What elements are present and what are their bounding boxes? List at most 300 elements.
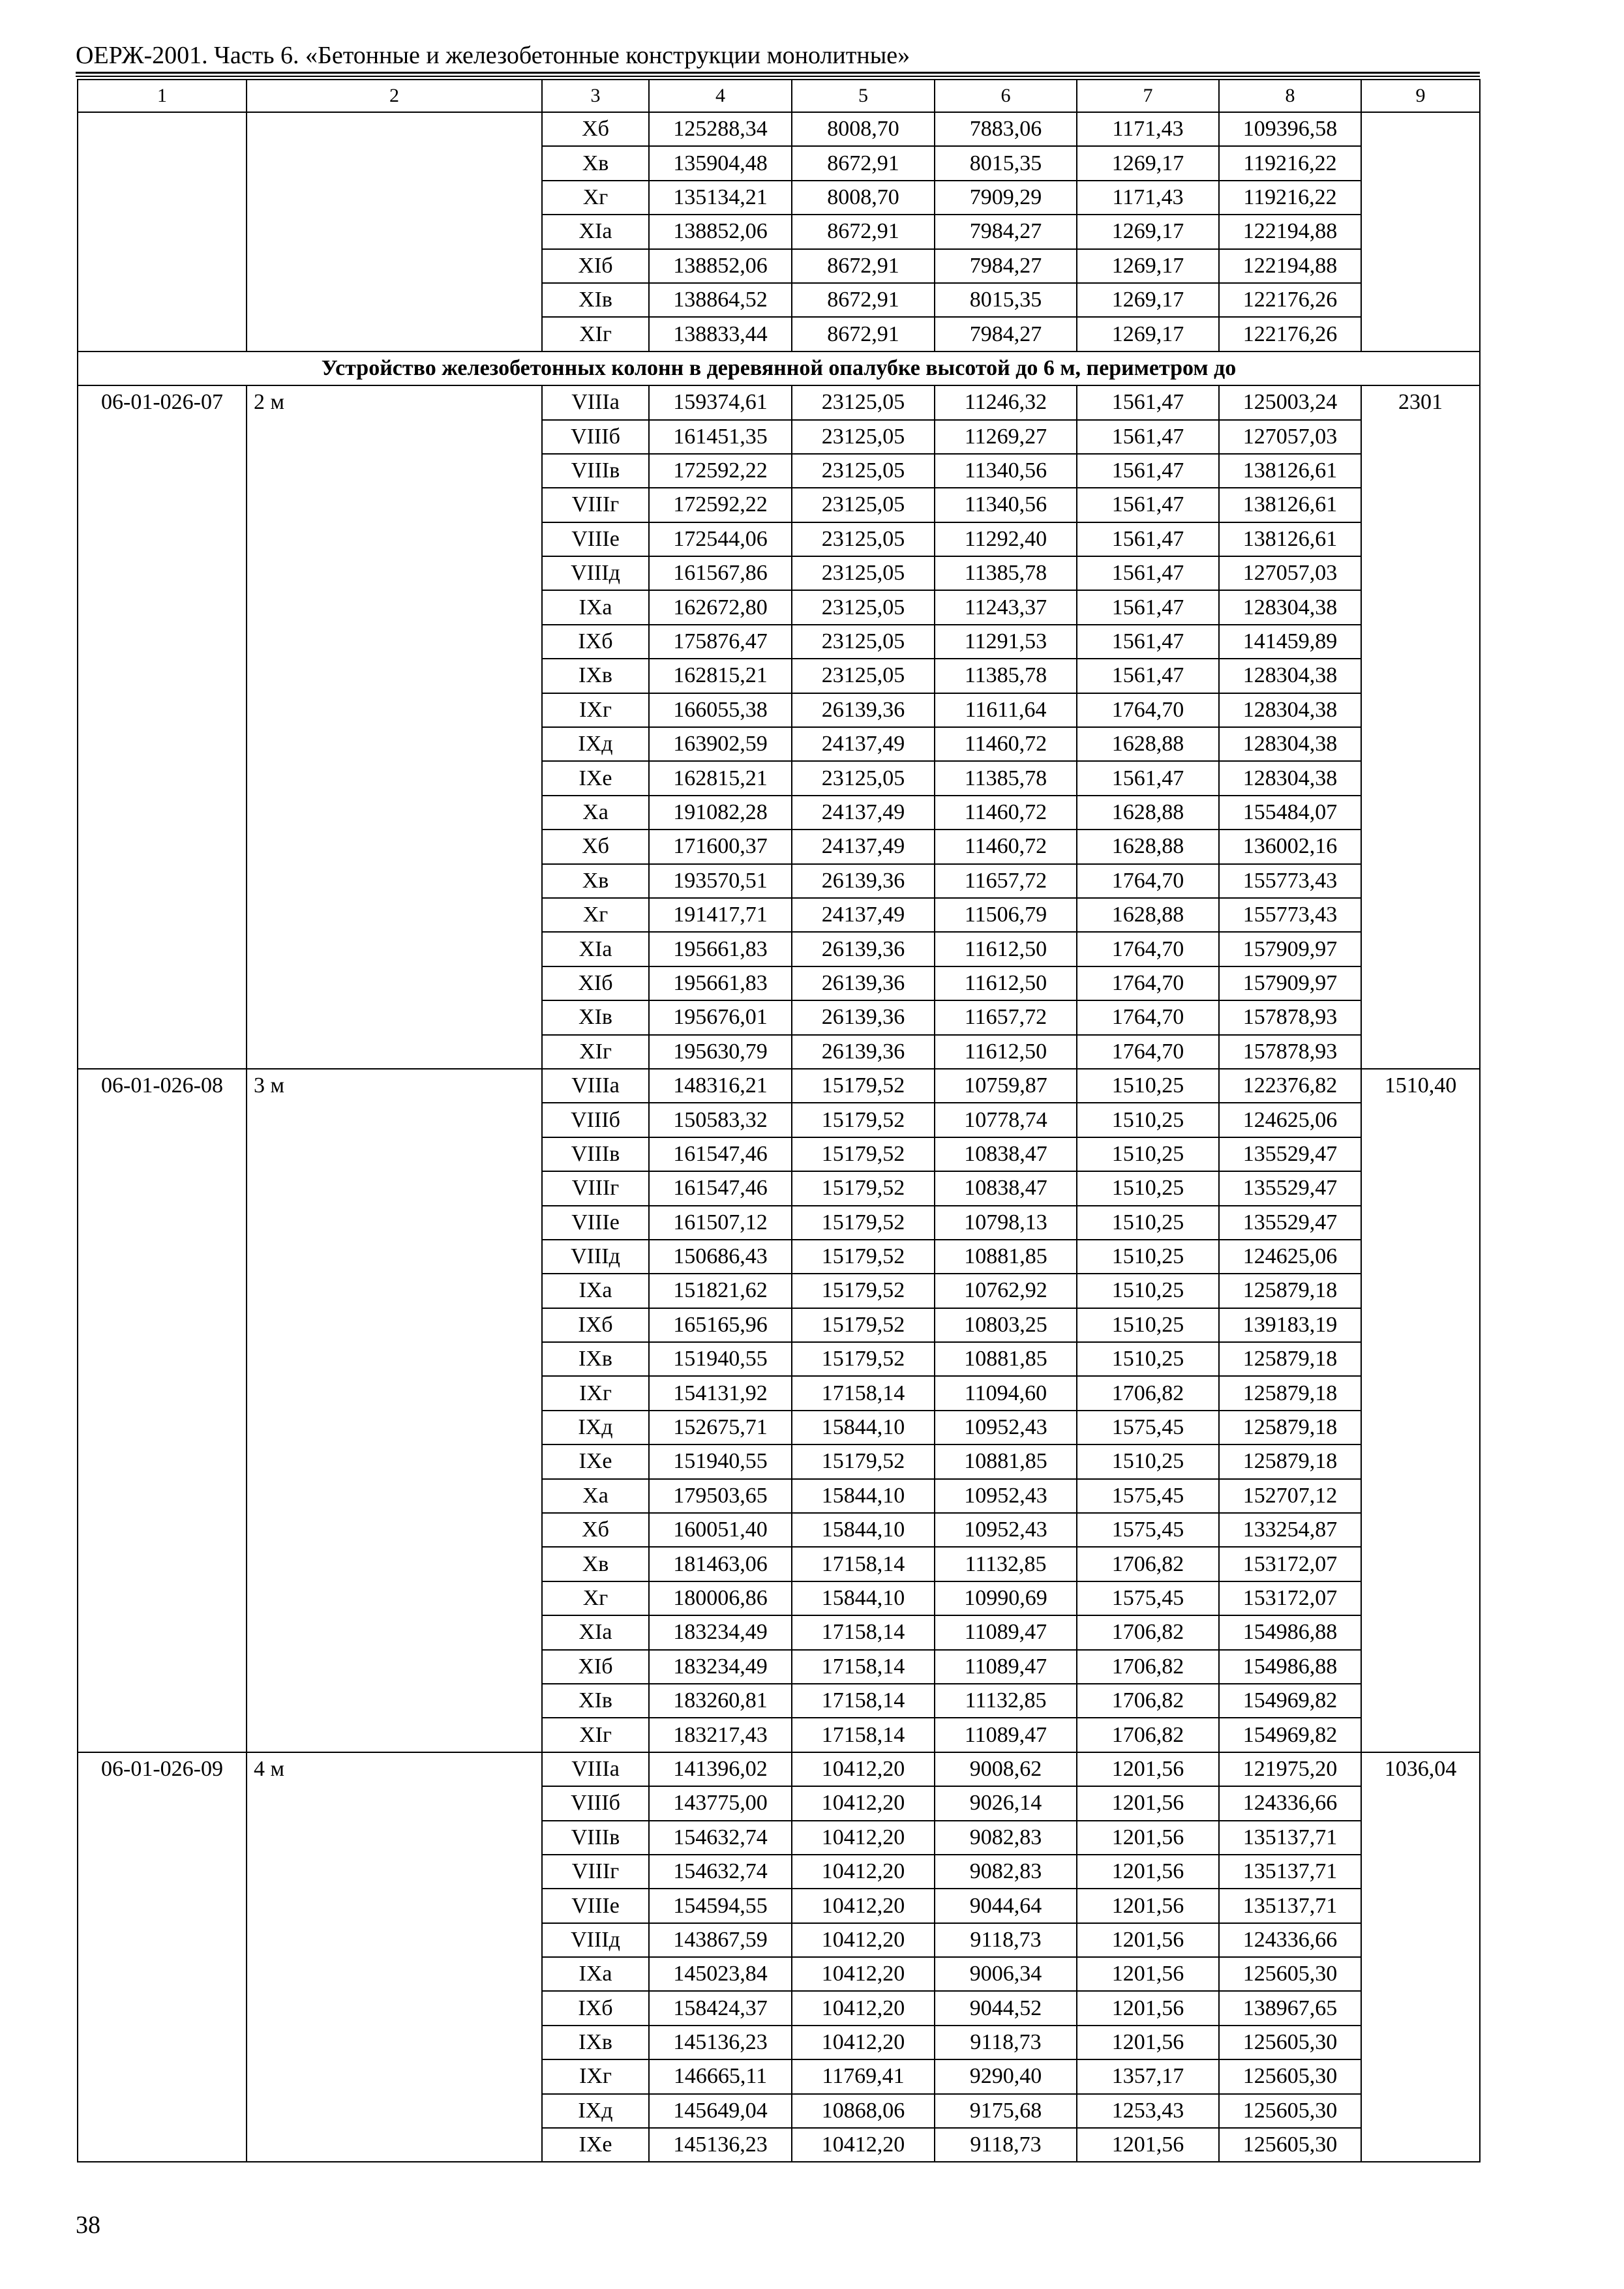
value-cell: 23125,05 [792,454,935,488]
value-cell: 9044,52 [935,1991,1077,2025]
value-cell: 11385,78 [935,659,1077,693]
value-cell: 1575,45 [1077,1479,1219,1513]
value-cell: 10778,74 [935,1103,1077,1137]
zone-cell: VIIIа [542,385,649,419]
value-cell: 11094,60 [935,1376,1077,1410]
item-code [78,112,247,352]
value-cell: 9082,83 [935,1821,1077,1855]
value-cell: 155484,07 [1219,796,1361,830]
value-cell: 10868,06 [792,2094,935,2128]
value-cell: 1510,25 [1077,1240,1219,1274]
value-cell: 11340,56 [935,488,1077,522]
value-cell: 135904,48 [649,146,792,180]
table-row [78,1069,1480,1103]
value-cell: 8015,35 [935,283,1077,317]
value-cell: 128304,38 [1219,693,1361,727]
value-cell: 7909,29 [935,181,1077,215]
value-cell: 26139,36 [792,966,935,1000]
zone-cell: VIIIе [542,1889,649,1922]
value-cell: 135529,47 [1219,1137,1361,1171]
value-cell: 1201,56 [1077,1821,1219,1855]
value-cell: 24137,49 [792,796,935,830]
value-cell: 1201,56 [1077,1923,1219,1957]
value-cell: 11460,72 [935,830,1077,863]
zone-cell: Xг [542,1581,649,1615]
column-number: 4 [649,80,792,112]
item-code: 06-01-026-09 [78,1752,247,2162]
value-cell: 159374,61 [649,385,792,419]
value-cell: 17158,14 [792,1684,935,1718]
value-cell: 160051,40 [649,1513,792,1547]
zone-cell: VIIIд [542,556,649,590]
value-cell: 1561,47 [1077,522,1219,556]
zone-cell: VIIIб [542,420,649,454]
value-cell: 9175,68 [935,2094,1077,2128]
value-cell: 145649,04 [649,2094,792,2128]
value-cell: 23125,05 [792,556,935,590]
value-cell: 8008,70 [792,112,935,146]
value-cell: 161567,86 [649,556,792,590]
value-cell: 125605,30 [1219,2059,1361,2093]
value-cell: 161507,12 [649,1206,792,1240]
value-cell: 26139,36 [792,1035,935,1069]
value-cell: 1510,25 [1077,1069,1219,1103]
zone-cell: IXе [542,1444,649,1478]
value-cell: 155773,43 [1219,864,1361,898]
value-cell: 128304,38 [1219,590,1361,624]
zone-cell: XIв [542,1684,649,1718]
zone-cell: Xа [542,796,649,830]
value-cell: 11460,72 [935,796,1077,830]
value-cell: 180006,86 [649,1581,792,1615]
value-cell: 23125,05 [792,761,935,795]
value-cell: 1706,82 [1077,1547,1219,1581]
value-cell: 10838,47 [935,1171,1077,1205]
value-cell: 150686,43 [649,1240,792,1274]
value-cell: 154632,74 [649,1821,792,1855]
zone-cell: IXг [542,693,649,727]
value-cell: 162672,80 [649,590,792,624]
value-cell: 172592,22 [649,488,792,522]
value-cell: 151940,55 [649,1444,792,1478]
value-cell: 162815,21 [649,659,792,693]
value-cell: 1510,25 [1077,1444,1219,1478]
value-cell: 155773,43 [1219,898,1361,932]
value-cell: 128304,38 [1219,659,1361,693]
value-cell: 1201,56 [1077,1889,1219,1922]
value-cell: 136002,16 [1219,830,1361,863]
zone-cell: VIIIг [542,1171,649,1205]
value-cell: 181463,06 [649,1547,792,1581]
value-cell: 15179,52 [792,1206,935,1240]
zone-cell: VIIIд [542,1923,649,1957]
section-row [78,352,1480,385]
zone-cell: VIIIг [542,488,649,522]
zone-cell: XIа [542,1615,649,1649]
zone-cell: XIг [542,317,649,351]
value-cell: 1357,17 [1077,2059,1219,2093]
zone-cell: Xв [542,864,649,898]
value-cell: 11657,72 [935,864,1077,898]
zone-cell: IXд [542,2094,649,2128]
value-cell: 1561,47 [1077,420,1219,454]
value-cell: 145023,84 [649,1957,792,1991]
value-cell: 154594,55 [649,1889,792,1922]
value-cell: 1253,43 [1077,2094,1219,2128]
value-cell: 23125,05 [792,488,935,522]
value-cell: 145136,23 [649,2026,792,2059]
value-cell: 10412,20 [792,1991,935,2025]
value-cell: 15179,52 [792,1103,935,1137]
zone-cell: IXв [542,1342,649,1376]
value-cell: 161451,35 [649,420,792,454]
value-cell: 11657,72 [935,1000,1077,1034]
value-cell: 11269,27 [935,420,1077,454]
zone-cell: VIIIд [542,1240,649,1274]
value-cell: 122194,88 [1219,249,1361,283]
value-cell: 15179,52 [792,1240,935,1274]
zone-cell: Xб [542,830,649,863]
value-cell: 124336,66 [1219,1923,1361,1957]
value-cell: 11291,53 [935,625,1077,659]
value-cell: 15179,52 [792,1171,935,1205]
value-cell: 7883,06 [935,112,1077,146]
value-cell: 135137,71 [1219,1855,1361,1889]
column-number: 2 [247,80,542,112]
value-cell: 179503,65 [649,1479,792,1513]
value-cell: 1561,47 [1077,659,1219,693]
value-cell: 11769,41 [792,2059,935,2093]
zone-cell: XIб [542,249,649,283]
zone-cell: XIа [542,932,649,966]
column-number: 5 [792,80,935,112]
value-cell: 15179,52 [792,1342,935,1376]
value-cell: 125879,18 [1219,1342,1361,1376]
value-cell: 125605,30 [1219,2094,1361,2128]
value-cell: 8672,91 [792,146,935,180]
value-cell: 172544,06 [649,522,792,556]
value-cell: 10762,92 [935,1274,1077,1308]
value-cell: 11460,72 [935,727,1077,761]
value-cell: 125605,30 [1219,2026,1361,2059]
value-cell: 1269,17 [1077,317,1219,351]
value-cell: 122176,26 [1219,317,1361,351]
value-cell: 138852,06 [649,249,792,283]
value-cell: 122376,82 [1219,1069,1361,1103]
value-cell: 23125,05 [792,420,935,454]
value-cell: 10412,20 [792,1752,935,1786]
zone-cell: XIг [542,1718,649,1752]
value-cell: 157909,97 [1219,966,1361,1000]
value-cell: 15844,10 [792,1411,935,1444]
value-cell: 11340,56 [935,454,1077,488]
value-cell: 23125,05 [792,385,935,419]
zone-cell: VIIIа [542,1069,649,1103]
value-cell: 11611,64 [935,693,1077,727]
item-name: 2 м [247,385,542,1069]
zone-cell: VIIIа [542,1752,649,1786]
value-cell: 151940,55 [649,1342,792,1376]
value-cell: 195676,01 [649,1000,792,1034]
value-cell: 127057,03 [1219,556,1361,590]
value-cell: 8672,91 [792,283,935,317]
value-cell: 124625,06 [1219,1240,1361,1274]
zone-cell: Xв [542,1547,649,1581]
value-cell: 17158,14 [792,1547,935,1581]
value-cell: 152707,12 [1219,1479,1361,1513]
value-cell: 125879,18 [1219,1444,1361,1478]
value-cell: 109396,58 [1219,112,1361,146]
value-cell: 1561,47 [1077,385,1219,419]
zone-cell: Xг [542,181,649,215]
item-col9: 1036,04 [1361,1752,1480,2162]
zone-cell: XIв [542,283,649,317]
value-cell: 125605,30 [1219,1957,1361,1991]
value-cell: 11292,40 [935,522,1077,556]
value-cell: 15179,52 [792,1137,935,1171]
value-cell: 165165,96 [649,1308,792,1342]
value-cell: 23125,05 [792,659,935,693]
value-cell: 128304,38 [1219,727,1361,761]
value-cell: 9044,64 [935,1889,1077,1922]
value-cell: 17158,14 [792,1650,935,1684]
value-cell: 23125,05 [792,590,935,624]
value-cell: 15179,52 [792,1274,935,1308]
value-cell: 125003,24 [1219,385,1361,419]
value-cell: 146665,11 [649,2059,792,2093]
value-cell: 135137,71 [1219,1821,1361,1855]
value-cell: 153172,07 [1219,1581,1361,1615]
value-cell: 26139,36 [792,693,935,727]
value-cell: 24137,49 [792,727,935,761]
price-table [77,79,1481,2162]
value-cell: 119216,22 [1219,146,1361,180]
zone-cell: Xа [542,1479,649,1513]
value-cell: 1171,43 [1077,112,1219,146]
zone-cell: VIIIб [542,1786,649,1820]
value-cell: 195630,79 [649,1035,792,1069]
value-cell: 10412,20 [792,2026,935,2059]
zone-cell: VIIIв [542,1137,649,1171]
value-cell: 154969,82 [1219,1684,1361,1718]
value-cell: 15844,10 [792,1581,935,1615]
value-cell: 11132,85 [935,1684,1077,1718]
zone-cell: VIIIв [542,454,649,488]
zone-cell: Xб [542,112,649,146]
value-cell: 1561,47 [1077,590,1219,624]
value-cell: 1706,82 [1077,1684,1219,1718]
value-cell: 7984,27 [935,215,1077,248]
zone-cell: Xг [542,898,649,932]
zone-cell: XIв [542,1000,649,1034]
value-cell: 125288,34 [649,112,792,146]
value-cell: 183217,43 [649,1718,792,1752]
zone-cell: IXд [542,727,649,761]
column-number: 8 [1219,80,1361,112]
value-cell: 7984,27 [935,317,1077,351]
value-cell: 10759,87 [935,1069,1077,1103]
value-cell: 9290,40 [935,2059,1077,2093]
value-cell: 10798,13 [935,1206,1077,1240]
value-cell: 1201,56 [1077,2128,1219,2162]
value-cell: 1201,56 [1077,1752,1219,1786]
value-cell: 133254,87 [1219,1513,1361,1547]
value-cell: 1561,47 [1077,488,1219,522]
item-name [247,112,542,352]
item-code: 06-01-026-08 [78,1069,247,1752]
value-cell: 139183,19 [1219,1308,1361,1342]
value-cell: 162815,21 [649,761,792,795]
value-cell: 154986,88 [1219,1650,1361,1684]
value-cell: 163902,59 [649,727,792,761]
zone-cell: IXб [542,1308,649,1342]
value-cell: 1201,56 [1077,1786,1219,1820]
value-cell: 10952,43 [935,1479,1077,1513]
value-cell: 138126,61 [1219,522,1361,556]
value-cell: 183234,49 [649,1650,792,1684]
value-cell: 191417,71 [649,898,792,932]
value-cell: 15179,52 [792,1308,935,1342]
value-cell: 125879,18 [1219,1274,1361,1308]
value-cell: 125879,18 [1219,1411,1361,1444]
value-cell: 1628,88 [1077,830,1219,863]
table-body [78,80,1480,2162]
value-cell: 1510,25 [1077,1103,1219,1137]
value-cell: 1561,47 [1077,454,1219,488]
value-cell: 1510,25 [1077,1342,1219,1376]
value-cell: 157878,93 [1219,1000,1361,1034]
zone-cell: Xв [542,146,649,180]
item-name: 4 м [247,1752,542,2162]
value-cell: 17158,14 [792,1615,935,1649]
value-cell: 11089,47 [935,1650,1077,1684]
zone-cell: IXв [542,2026,649,2059]
value-cell: 1706,82 [1077,1376,1219,1410]
value-cell: 157878,93 [1219,1035,1361,1069]
item-name: 3 м [247,1069,542,1752]
value-cell: 151821,62 [649,1274,792,1308]
value-cell: 10803,25 [935,1308,1077,1342]
value-cell: 1764,70 [1077,966,1219,1000]
value-cell: 141396,02 [649,1752,792,1786]
value-cell: 26139,36 [792,864,935,898]
value-cell: 154986,88 [1219,1615,1361,1649]
column-number: 6 [935,80,1077,112]
value-cell: 127057,03 [1219,420,1361,454]
zone-cell: Xб [542,1513,649,1547]
value-cell: 1628,88 [1077,796,1219,830]
value-cell: 23125,05 [792,522,935,556]
value-cell: 1706,82 [1077,1650,1219,1684]
value-cell: 157909,97 [1219,932,1361,966]
value-cell: 10412,20 [792,1957,935,1991]
zone-cell: IXе [542,2128,649,2162]
value-cell: 138126,61 [1219,454,1361,488]
value-cell: 11385,78 [935,761,1077,795]
zone-cell: IXб [542,625,649,659]
value-cell: 1201,56 [1077,2026,1219,2059]
value-cell: 124625,06 [1219,1103,1361,1137]
value-cell: 17158,14 [792,1718,935,1752]
value-cell: 135529,47 [1219,1206,1361,1240]
value-cell: 11506,79 [935,898,1077,932]
value-cell: 148316,21 [649,1069,792,1103]
value-cell: 152675,71 [649,1411,792,1444]
value-cell: 26139,36 [792,1000,935,1034]
value-cell: 11243,37 [935,590,1077,624]
value-cell: 10952,43 [935,1513,1077,1547]
value-cell: 1764,70 [1077,1035,1219,1069]
value-cell: 10412,20 [792,1786,935,1820]
value-cell: 122176,26 [1219,283,1361,317]
value-cell: 119216,22 [1219,181,1361,215]
value-cell: 1269,17 [1077,146,1219,180]
value-cell: 138967,65 [1219,1991,1361,2025]
zone-cell: IXб [542,1991,649,2025]
value-cell: 1510,25 [1077,1274,1219,1308]
item-col9 [1361,112,1480,352]
header-rule-thick [76,72,1480,74]
zone-cell: VIIIг [542,1855,649,1889]
table-row [78,1752,1480,1786]
zone-cell: XIб [542,966,649,1000]
value-cell: 135134,21 [649,181,792,215]
value-cell: 1628,88 [1077,727,1219,761]
value-cell: 154969,82 [1219,1718,1361,1752]
value-cell: 15844,10 [792,1513,935,1547]
zone-cell: VIIIе [542,522,649,556]
value-cell: 183260,81 [649,1684,792,1718]
value-cell: 122194,88 [1219,215,1361,248]
value-cell: 10881,85 [935,1444,1077,1478]
value-cell: 11612,50 [935,1035,1077,1069]
value-cell: 9006,34 [935,1957,1077,1991]
value-cell: 24137,49 [792,898,935,932]
column-number-row [78,80,1480,112]
value-cell: 8672,91 [792,215,935,248]
value-cell: 11612,50 [935,932,1077,966]
value-cell: 193570,51 [649,864,792,898]
value-cell: 10412,20 [792,1855,935,1889]
value-cell: 1510,25 [1077,1308,1219,1342]
zone-cell: IXв [542,659,649,693]
value-cell: 135529,47 [1219,1171,1361,1205]
value-cell: 1764,70 [1077,1000,1219,1034]
page-number: 38 [76,2211,100,2239]
value-cell: 161547,46 [649,1171,792,1205]
value-cell: 10412,20 [792,1821,935,1855]
value-cell: 161547,46 [649,1137,792,1171]
zone-cell: VIIIе [542,1206,649,1240]
zone-cell: XIб [542,1650,649,1684]
value-cell: 191082,28 [649,796,792,830]
value-cell: 145136,23 [649,2128,792,2162]
value-cell: 1764,70 [1077,932,1219,966]
value-cell: 1510,25 [1077,1206,1219,1240]
value-cell: 1561,47 [1077,625,1219,659]
value-cell: 9082,83 [935,1855,1077,1889]
page-header: ОЕРЖ-2001. Часть 6. «Бетонные и железобетонные конструкции монолитные» [76,42,910,69]
value-cell: 1269,17 [1077,249,1219,283]
value-cell: 121975,20 [1219,1752,1361,1786]
value-cell: 11385,78 [935,556,1077,590]
value-cell: 1764,70 [1077,864,1219,898]
zone-cell: IXд [542,1411,649,1444]
zone-cell: IXг [542,1376,649,1410]
value-cell: 138852,06 [649,215,792,248]
value-cell: 1575,45 [1077,1513,1219,1547]
value-cell: 1269,17 [1077,283,1219,317]
